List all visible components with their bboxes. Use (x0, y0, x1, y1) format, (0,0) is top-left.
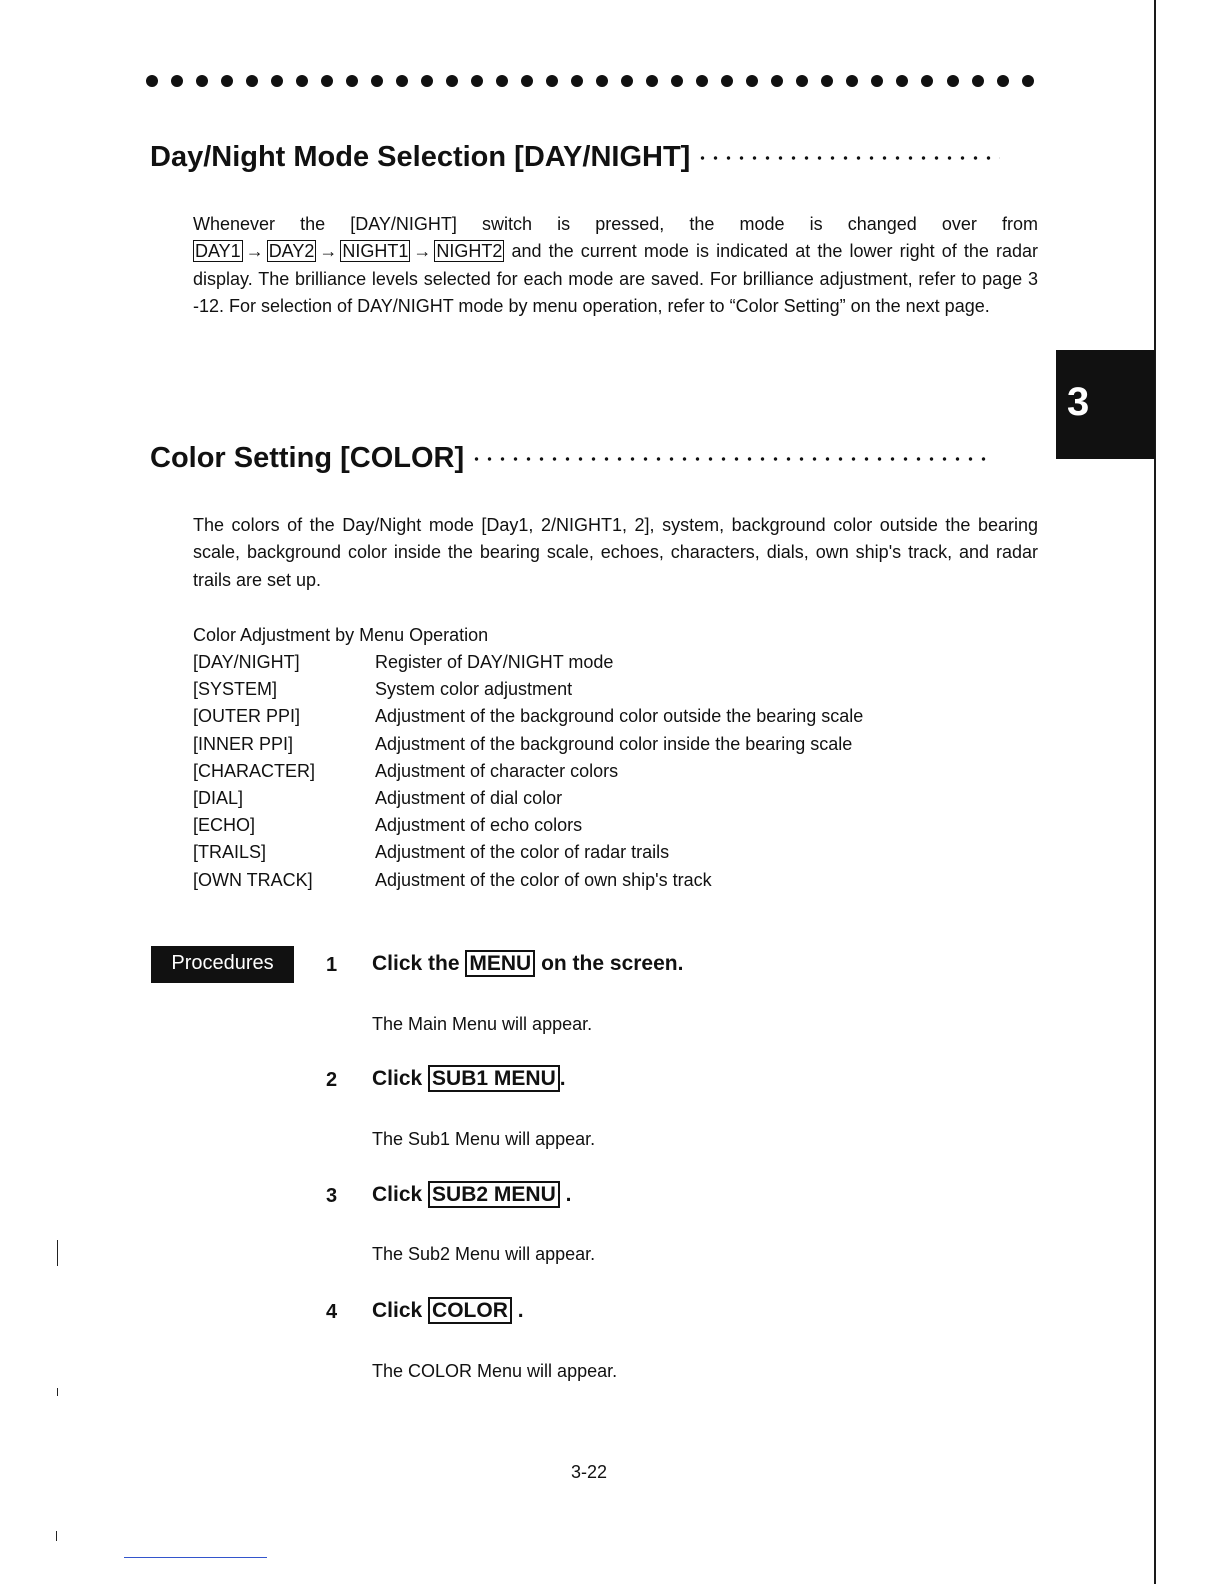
header-dot (821, 75, 833, 87)
menu-item-desc: Adjustment of the color of radar trails (375, 842, 670, 863)
step-text: Click (372, 1067, 423, 1090)
header-dot (796, 75, 808, 87)
header-dot (321, 75, 333, 87)
header-dot (496, 75, 508, 87)
step-text: on the screen. (541, 952, 684, 975)
menu-item-key: [SYSTEM] (193, 679, 278, 700)
section-title-color-setting-text: Color Setting [COLOR] (150, 442, 465, 474)
menu-item-desc: System color adjustment (375, 679, 573, 700)
menu-item-key: [CHARACTER] (193, 760, 316, 781)
header-dot (671, 75, 683, 87)
chapter-number: 3 (1067, 380, 1090, 424)
list-item (193, 841, 863, 868)
day1-key-label: DAY1 (195, 241, 241, 262)
step-instruction (372, 951, 683, 977)
menu-item-key: [OUTER PPI] (193, 706, 301, 727)
menu-item-desc: Adjustment of character colors (375, 760, 619, 781)
menu-button-label: MENU (465, 950, 535, 977)
header-dot (446, 75, 458, 87)
header-dot (721, 75, 733, 87)
arrow-icon: → (413, 241, 432, 262)
day-night-text-after: and the current mode is indicated at the lower right of the radar display. The brilliance levels selected for each mode are saved. For brilliance adjustment, refer to page 3 -12. For selection of DAY/NIGHT mode by menu operation, refer to “Color Setting” on the next page. (193, 241, 1038, 316)
header-dot (271, 75, 283, 87)
menu-item-desc: Adjustment of the color of own ship's track (375, 869, 712, 890)
step-instruction (372, 1298, 524, 1324)
header-dot (1022, 75, 1034, 87)
step-number: 2 (326, 1069, 338, 1091)
step-result: The Main Menu will appear. (372, 1014, 593, 1034)
list-item (193, 705, 863, 732)
header-dot (746, 75, 758, 87)
section-title-day-night (150, 140, 1000, 174)
header-dot (346, 75, 358, 87)
section-title-day-night-text: Day/Night Mode Selection [DAY/NIGHT] (150, 141, 691, 173)
list-item (193, 678, 863, 705)
header-dot (972, 75, 984, 87)
arrow-icon: → (245, 241, 264, 262)
title-leader-dots (696, 156, 1000, 160)
list-item (193, 733, 863, 760)
header-dot (196, 75, 208, 87)
header-dot (596, 75, 608, 87)
header-dot (471, 75, 483, 87)
header-dot (296, 75, 308, 87)
header-dot (947, 75, 959, 87)
color-setting-intro: The colors of the Day/Night mode [Day1, 2/NIGHT1, 2], system, background color outside the bearing scale, background color inside the bearing scale, echoes, characters, dials, own ship's track, and radar trails are set up. (193, 515, 1038, 590)
menu-item-desc: Adjustment of the background color inside the bearing scale (375, 733, 853, 754)
header-dot (246, 75, 258, 87)
header-dot (421, 75, 433, 87)
step-number: 4 (326, 1301, 338, 1323)
header-dot (521, 75, 533, 87)
scan-margin-mark (57, 1240, 58, 1266)
step-result: The Sub2 Menu will appear. (372, 1244, 596, 1264)
menu-item-key: [DAY/NIGHT] (193, 652, 300, 672)
header-dot (846, 75, 858, 87)
color-adjustment-list (193, 651, 863, 896)
page-number: 3-22 (571, 1462, 608, 1482)
menu-item-key: [DIAL] (193, 787, 244, 808)
list-item (193, 787, 863, 814)
menu-item-desc: Register of DAY/NIGHT mode (375, 652, 614, 672)
step-text: Click (372, 1183, 423, 1206)
day-night-text-before: Whenever the [DAY/NIGHT] switch is pressed, the mode is changed over from (193, 214, 1038, 234)
footer-link-line (124, 1557, 267, 1558)
night1-key-label: NIGHT1 (342, 241, 409, 262)
step-result: The Sub1 Menu will appear. (372, 1129, 596, 1149)
day2-key-label: DAY2 (268, 241, 315, 262)
scan-margin-mark (57, 1388, 58, 1396)
header-dot (396, 75, 408, 87)
arrow-icon: → (319, 241, 338, 262)
night2-key-label: NIGHT2 (436, 241, 503, 262)
sub1-menu-button-label: SUB1 MENU (428, 1065, 560, 1092)
step-number: 3 (326, 1185, 338, 1207)
menu-item-key: [ECHO] (193, 815, 256, 836)
header-dot (571, 75, 583, 87)
header-dot (171, 75, 183, 87)
page-edge-rule (1154, 0, 1156, 1584)
procedures-badge: Procedures (151, 946, 294, 983)
menu-item-desc: Adjustment of dial color (375, 787, 563, 808)
color-adjustment-heading: Color Adjustment by Menu Operation (193, 625, 489, 645)
menu-item-key: [TRAILS] (193, 842, 267, 863)
header-dot (871, 75, 883, 87)
title-leader-dots (470, 457, 988, 461)
list-item (193, 651, 863, 678)
header-dot (696, 75, 708, 87)
step-text: Click the (372, 952, 460, 975)
menu-item-key: [OWN TRACK] (193, 869, 313, 890)
step-number: 1 (326, 954, 338, 976)
menu-item-desc: Adjustment of echo colors (375, 815, 583, 836)
chapter-tab (1056, 350, 1155, 459)
header-dot (646, 75, 658, 87)
header-dot (771, 75, 783, 87)
menu-item-desc: Adjustment of the background color outside the bearing scale (375, 706, 864, 727)
header-dot (921, 75, 933, 87)
step-text: . (559, 1067, 566, 1090)
dotted-header-rule (146, 75, 1034, 87)
step-text: Click (372, 1299, 423, 1322)
menu-item-key: [INNER PPI] (193, 733, 294, 754)
header-dot (896, 75, 908, 87)
list-item (193, 814, 863, 841)
sub2-menu-button-label: SUB2 MENU (428, 1181, 560, 1208)
header-dot (221, 75, 233, 87)
list-item (193, 869, 863, 896)
step-instruction (372, 1182, 571, 1208)
header-dot (146, 75, 158, 87)
header-dot (621, 75, 633, 87)
step-result: The COLOR Menu will appear. (372, 1361, 618, 1381)
step-text: . (565, 1183, 572, 1206)
step-instruction (372, 1066, 566, 1092)
header-dot (997, 75, 1009, 87)
list-item (193, 760, 863, 787)
header-dot (546, 75, 558, 87)
day-night-description (193, 211, 1038, 320)
color-button-label: COLOR (428, 1297, 512, 1324)
scan-margin-mark (56, 1531, 57, 1541)
step-text: . (517, 1299, 524, 1322)
header-dot (371, 75, 383, 87)
section-title-color-setting (150, 441, 988, 475)
